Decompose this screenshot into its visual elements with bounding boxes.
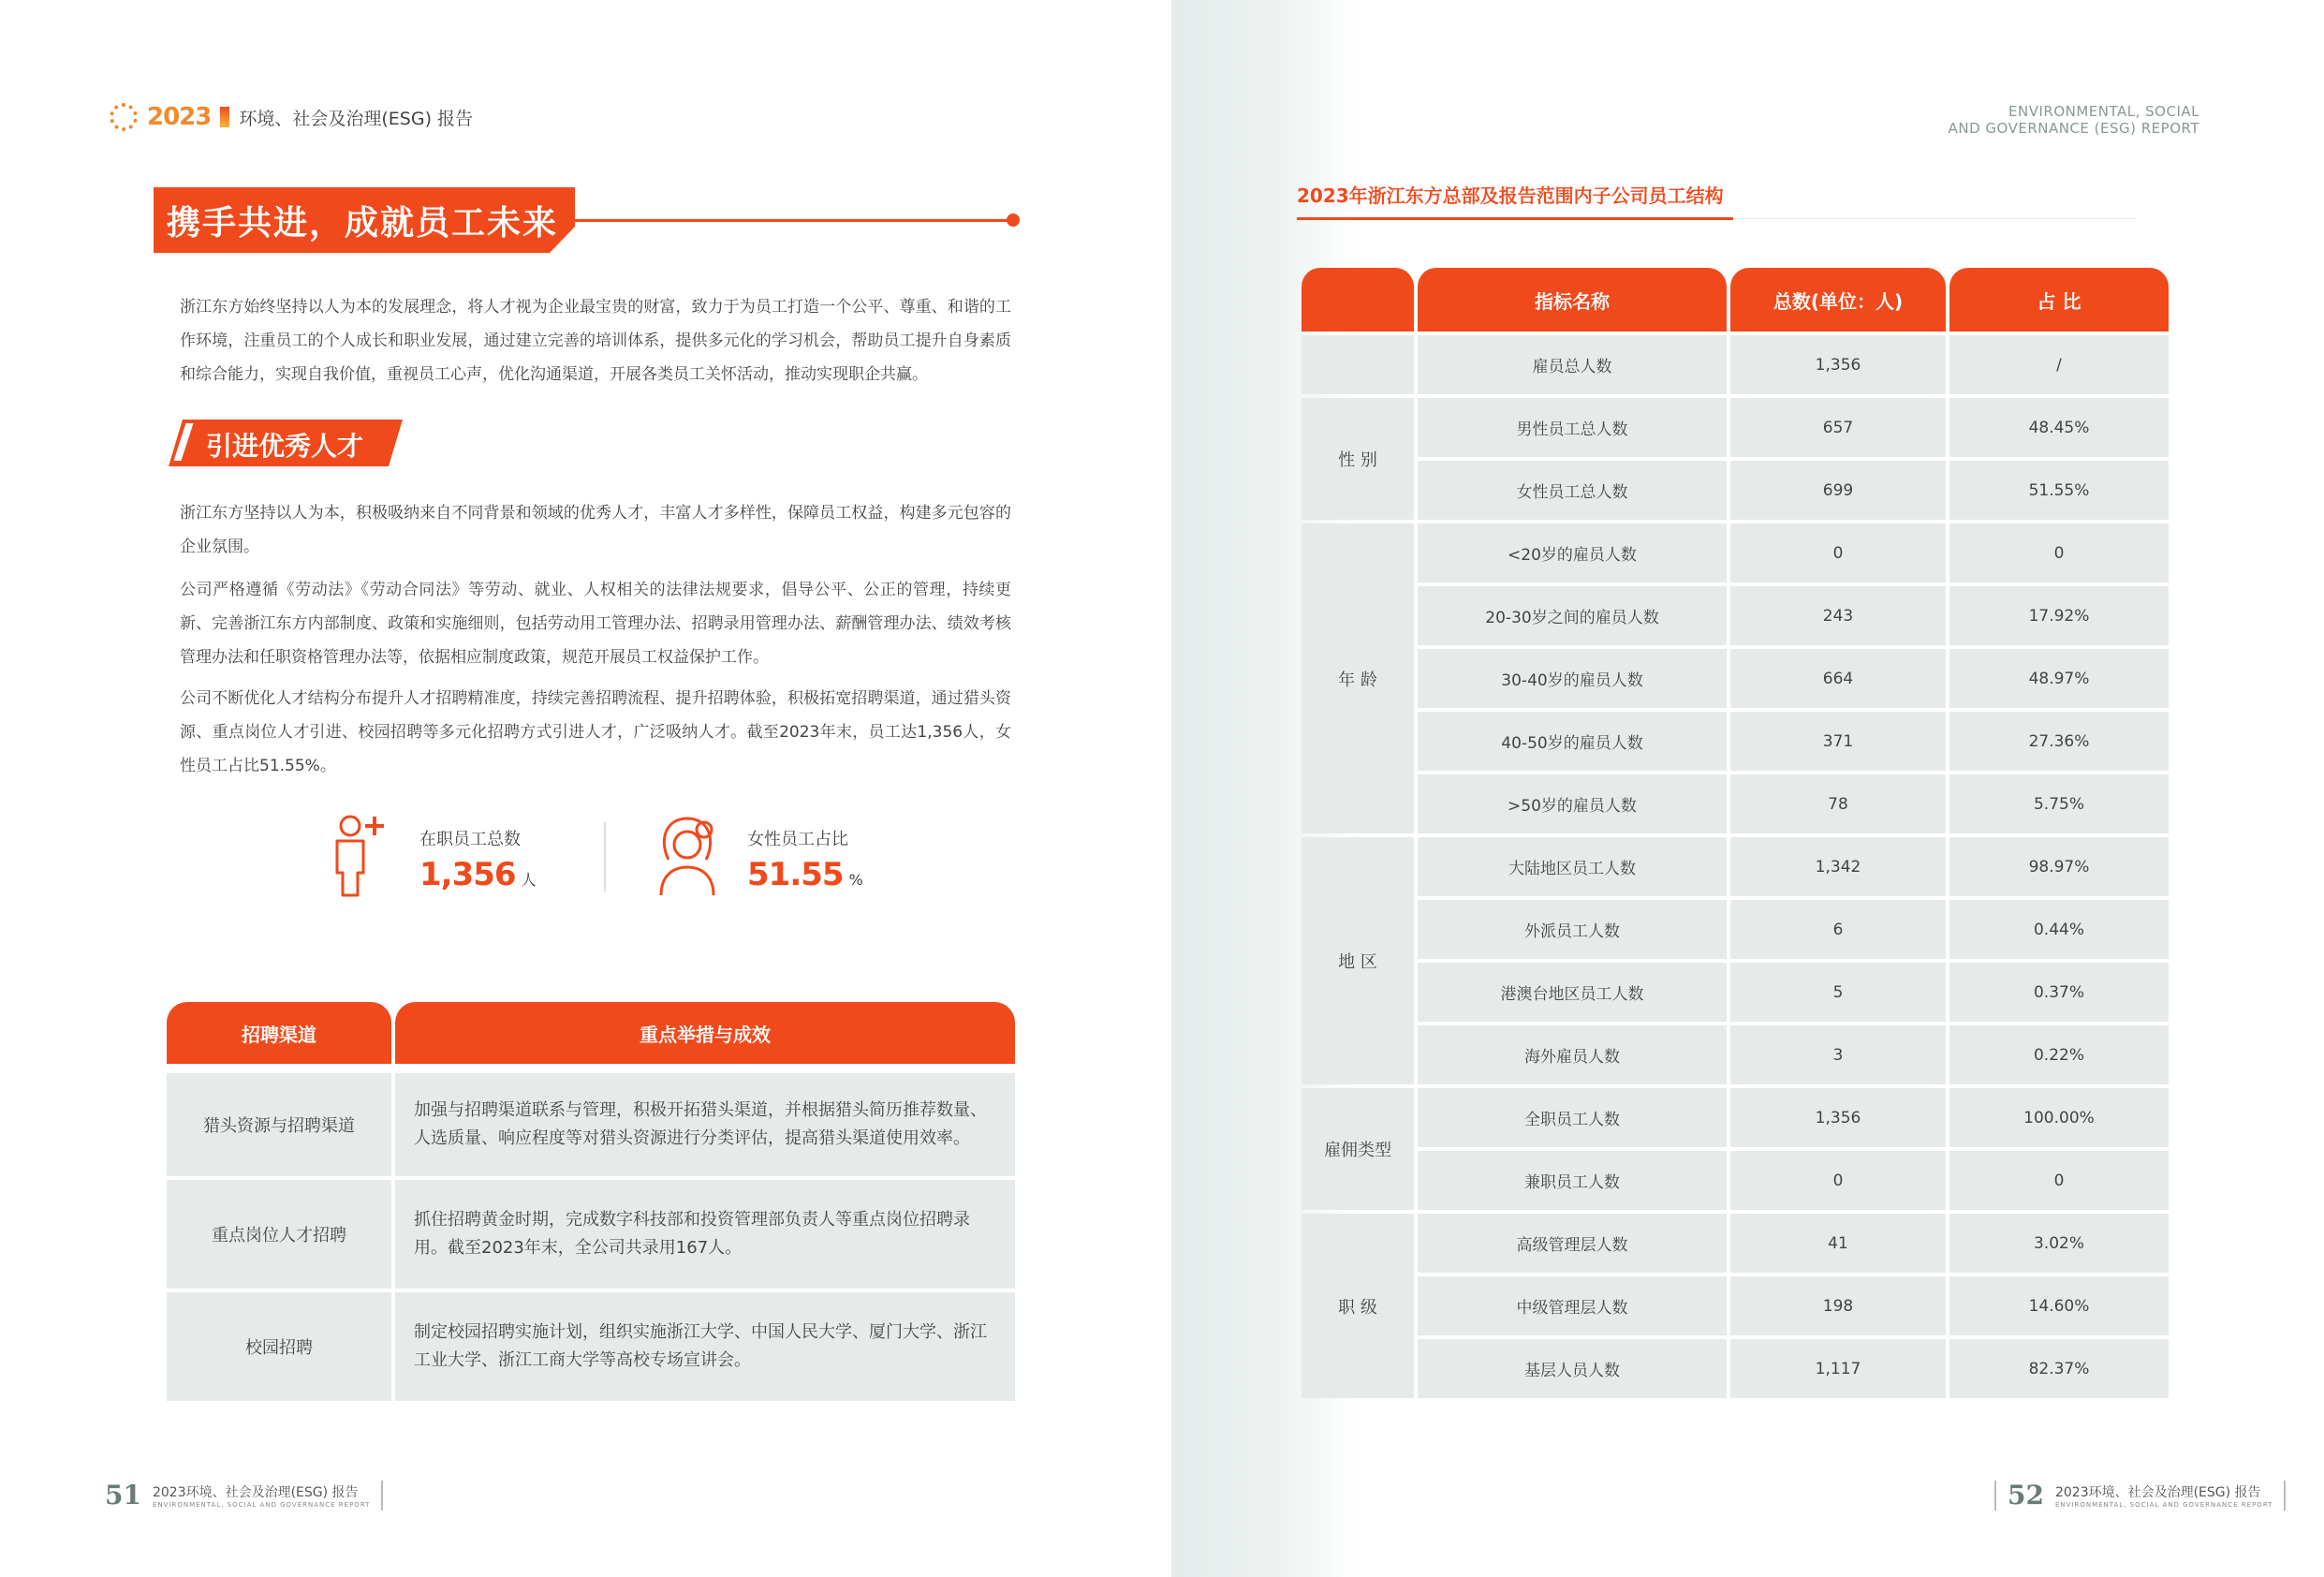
table-row bbox=[1418, 398, 2169, 457]
percent-cell: 0.22% bbox=[1949, 1025, 2169, 1084]
table-row bbox=[167, 1292, 1015, 1401]
page-number: 52 bbox=[2008, 1480, 2044, 1511]
category-cell: 性 别 bbox=[1302, 398, 1414, 520]
footer-divider bbox=[1994, 1481, 1996, 1511]
channel-cell: 重点岗位人才招聘 bbox=[167, 1180, 391, 1289]
table-row bbox=[1418, 1151, 2169, 1210]
section-title-dot bbox=[1007, 214, 1020, 227]
report-header bbox=[110, 103, 473, 131]
indicator-cell: 中级管理层人数 bbox=[1418, 1276, 1727, 1335]
table-row bbox=[1418, 1339, 2169, 1398]
stat-label: 女性员工占比 bbox=[747, 830, 848, 849]
footer-divider bbox=[2284, 1481, 2286, 1511]
paragraph: 浙江东方坚持以人为本，积极吸纳来自不同背景和领域的优秀人才，丰富人才多样性，保障员工权益，构建多元包容的企业氛围。 bbox=[180, 504, 1011, 556]
percent-cell: 27.36% bbox=[1949, 712, 2169, 771]
indicator-cell: 男性员工总人数 bbox=[1418, 398, 1727, 457]
percent-cell: 0.37% bbox=[1949, 963, 2169, 1022]
table-row bbox=[167, 1073, 1015, 1176]
table-header: 总数(单位：人) bbox=[1730, 268, 1946, 332]
table-row bbox=[167, 1180, 1015, 1289]
percent-cell: 0 bbox=[1949, 523, 2169, 582]
total-cell: 243 bbox=[1730, 586, 1946, 645]
subsection-title: 引进优秀人才 bbox=[206, 431, 364, 462]
total-cell: 1,356 bbox=[1730, 1088, 1946, 1147]
footer-divider bbox=[381, 1481, 383, 1511]
percent-cell: 14.60% bbox=[1949, 1276, 2169, 1335]
percent-cell: 48.97% bbox=[1949, 649, 2169, 708]
total-cell: 6 bbox=[1730, 900, 1946, 959]
paragraph: 公司严格遵循《劳动法》《劳动合同法》等劳动、就业、人权相关的法律法规要求，倡导公平、公正的管理，持续更新、完善浙江东方内部制度、政策和实施细则，包括劳动用工管理办法、招聘录用管理办法、薪酬管理办法、绩效考核管理办法和任职资格管理办法等，依据相应制度政策，规范开展员工权益保护工作。 bbox=[180, 581, 1011, 667]
indicator-cell: 兼职员工人数 bbox=[1418, 1151, 1727, 1210]
percent-cell: 98.97% bbox=[1949, 837, 2169, 896]
page-footer bbox=[105, 1480, 383, 1511]
recruitment-table bbox=[167, 1002, 1015, 1401]
table-row bbox=[1418, 774, 2169, 833]
indicator-cell: <20岁的雇员人数 bbox=[1418, 523, 1727, 582]
channel-cell: 猎头资源与招聘渠道 bbox=[167, 1073, 391, 1176]
stat-unit: % bbox=[848, 871, 862, 889]
total-cell: 699 bbox=[1730, 461, 1946, 520]
header-year: 2023 bbox=[147, 103, 212, 131]
detail-cell: 加强与招聘渠道联系与管理，积极开拓猎头渠道，并根据猎头简历推荐数量、人选质量、响应程度等对猎头资源进行分类评估，提高猎头渠道使用效率。 bbox=[395, 1073, 1015, 1176]
table-header: 指标名称 bbox=[1418, 268, 1727, 332]
stat-value: 1,356 bbox=[419, 856, 516, 893]
report-logo-icon bbox=[110, 103, 138, 131]
table-row bbox=[1418, 900, 2169, 959]
report-header-en bbox=[1949, 103, 2199, 137]
title-underline-thin bbox=[1733, 218, 2136, 219]
table-row bbox=[1418, 461, 2169, 520]
total-cell: 1,342 bbox=[1730, 837, 1946, 896]
indicator-cell: 30-40岁的雇员人数 bbox=[1418, 649, 1727, 708]
category-cell: 地 区 bbox=[1302, 837, 1414, 1084]
category-cell bbox=[1302, 335, 1414, 394]
stat-divider bbox=[604, 822, 606, 892]
percent-cell: 0 bbox=[1949, 1151, 2169, 1210]
table-row bbox=[1418, 1214, 2169, 1273]
percent-cell: 0.44% bbox=[1949, 900, 2169, 959]
indicator-cell: >50岁的雇员人数 bbox=[1418, 774, 1727, 833]
header-title: 环境、社会及治理(ESG) 报告 bbox=[239, 108, 474, 129]
percent-cell: 48.45% bbox=[1949, 398, 2169, 457]
indicator-cell: 全职员工人数 bbox=[1418, 1088, 1727, 1147]
channel-cell: 校园招聘 bbox=[167, 1292, 391, 1401]
table-row bbox=[1418, 523, 2169, 582]
row-column bbox=[1418, 335, 2169, 1398]
female-employee-icon bbox=[655, 813, 721, 899]
employee-structure-table bbox=[1302, 268, 2169, 1398]
percent-cell: 5.75% bbox=[1949, 774, 2169, 833]
table-header: 招聘渠道 bbox=[167, 1002, 391, 1064]
total-cell: 3 bbox=[1730, 1025, 1946, 1084]
total-cell: 657 bbox=[1730, 398, 1946, 457]
table-row bbox=[1418, 837, 2169, 896]
detail-cell: 制定校园招聘实施计划，组织实施浙江大学、中国人民大学、厦门大学、浙江工业大学、浙江工商大学等高校专场宣讲会。 bbox=[395, 1292, 1015, 1401]
total-cell: 664 bbox=[1730, 649, 1946, 708]
title-underline bbox=[1297, 217, 1733, 220]
percent-cell: 3.02% bbox=[1949, 1214, 2169, 1273]
indicator-cell: 海外雇员人数 bbox=[1418, 1025, 1727, 1084]
stat-label: 在职员工总数 bbox=[419, 830, 521, 849]
stat-value: 51.55 bbox=[747, 856, 844, 893]
percent-cell: / bbox=[1949, 335, 2169, 394]
table-row bbox=[1418, 1276, 2169, 1335]
indicator-cell: 20-30岁之间的雇员人数 bbox=[1418, 586, 1727, 645]
total-cell: 0 bbox=[1730, 523, 1946, 582]
footer-subtitle: ENVIRONMENTAL, SOCIAL AND GOVERNANCE REPORT bbox=[2054, 1500, 2273, 1509]
header-mark-icon bbox=[220, 107, 229, 127]
indicator-cell: 雇员总人数 bbox=[1418, 335, 1727, 394]
total-cell: 1,117 bbox=[1730, 1339, 1946, 1398]
total-cell: 1,356 bbox=[1730, 335, 1946, 394]
footer-subtitle: ENVIRONMENTAL, SOCIAL AND GOVERNANCE REPORT bbox=[152, 1500, 371, 1509]
percent-cell: 51.55% bbox=[1949, 461, 2169, 520]
stat-female-ratio bbox=[655, 813, 862, 899]
paragraph: 公司不断优化人才结构分布提升人才招聘精准度，持续完善招聘流程、提升招聘体验，积极拓宽招聘渠道，通过猎头资源、重点岗位人才引进、校园招聘等多元化招聘方式引进人才，广泛吸纳人才。截至2023年末，员工达1,356人，女性员工占比51.55%。 bbox=[180, 689, 1011, 775]
table-row bbox=[1418, 963, 2169, 1022]
stat-total-employees bbox=[328, 813, 536, 899]
structure-table-title: 2023年浙江东方总部及报告范围内子公司员工结构 bbox=[1297, 184, 1724, 207]
total-cell: 5 bbox=[1730, 963, 1946, 1022]
percent-cell: 17.92% bbox=[1949, 586, 2169, 645]
table-header: 重点举措与成效 bbox=[395, 1002, 1015, 1064]
total-cell: 41 bbox=[1730, 1214, 1946, 1273]
intro-paragraph: 浙江东方始终坚持以人为本的发展理念，将人才视为企业最宝贵的财富，致力于为员工打造一个公平、尊重、和谐的工作环境，注重员工的个人成长和职业发展，通过建立完善的培训体系，提供多元化的学习机会，帮助员工提升自身素质和综合能力，实现自我价值，重视员工心声，优化沟通渠道，开展各类员工关怀活动，推动实现职企共赢。 bbox=[180, 298, 1011, 384]
table-header: 占 比 bbox=[1949, 268, 2169, 332]
percent-cell: 100.00% bbox=[1949, 1088, 2169, 1147]
indicator-cell: 40-50岁的雇员人数 bbox=[1418, 712, 1727, 771]
stat-unit: 人 bbox=[521, 871, 536, 889]
table-row bbox=[1418, 335, 2169, 394]
total-cell: 371 bbox=[1730, 712, 1946, 771]
table-row bbox=[1418, 586, 2169, 645]
indicator-cell: 外派员工人数 bbox=[1418, 900, 1727, 959]
table-row bbox=[1418, 649, 2169, 708]
category-cell: 雇佣类型 bbox=[1302, 1088, 1414, 1210]
indicator-cell: 高级管理层人数 bbox=[1418, 1214, 1727, 1273]
percent-cell: 82.37% bbox=[1949, 1339, 2169, 1398]
category-cell: 职 级 bbox=[1302, 1214, 1414, 1398]
total-cell: 198 bbox=[1730, 1276, 1946, 1335]
indicator-cell: 大陆地区员工人数 bbox=[1418, 837, 1727, 896]
table-row bbox=[1418, 1088, 2169, 1147]
indicator-cell: 港澳台地区员工人数 bbox=[1418, 963, 1727, 1022]
table-row bbox=[1418, 712, 2169, 771]
employee-plus-icon bbox=[328, 813, 393, 899]
page-number: 51 bbox=[105, 1480, 141, 1511]
header-line: ENVIRONMENTAL, SOCIAL bbox=[2008, 103, 2199, 120]
page-footer bbox=[1994, 1480, 2286, 1511]
section-title-line bbox=[575, 219, 1011, 222]
header-line: AND GOVERNANCE (ESG) REPORT bbox=[1948, 120, 2199, 137]
category-column bbox=[1302, 335, 1414, 1398]
footer-title: 2023环境、社会及治理(ESG) 报告 bbox=[2054, 1484, 2261, 1500]
detail-cell: 抓住招聘黄金时期，完成数字科技部和投资管理部负责人等重点岗位招聘录用。截至2023年末，全公司共录用167人。 bbox=[395, 1180, 1015, 1289]
section-title: 携手共进，成就员工未来 bbox=[167, 204, 559, 243]
total-cell: 0 bbox=[1730, 1151, 1946, 1210]
indicator-cell: 女性员工总人数 bbox=[1418, 461, 1727, 520]
footer-title: 2023环境、社会及治理(ESG) 报告 bbox=[152, 1484, 359, 1500]
category-cell: 年 龄 bbox=[1302, 523, 1414, 833]
table-row bbox=[1418, 1025, 2169, 1084]
table-header-blank bbox=[1302, 268, 1414, 332]
indicator-cell: 基层人员人数 bbox=[1418, 1339, 1727, 1398]
total-cell: 78 bbox=[1730, 774, 1946, 833]
